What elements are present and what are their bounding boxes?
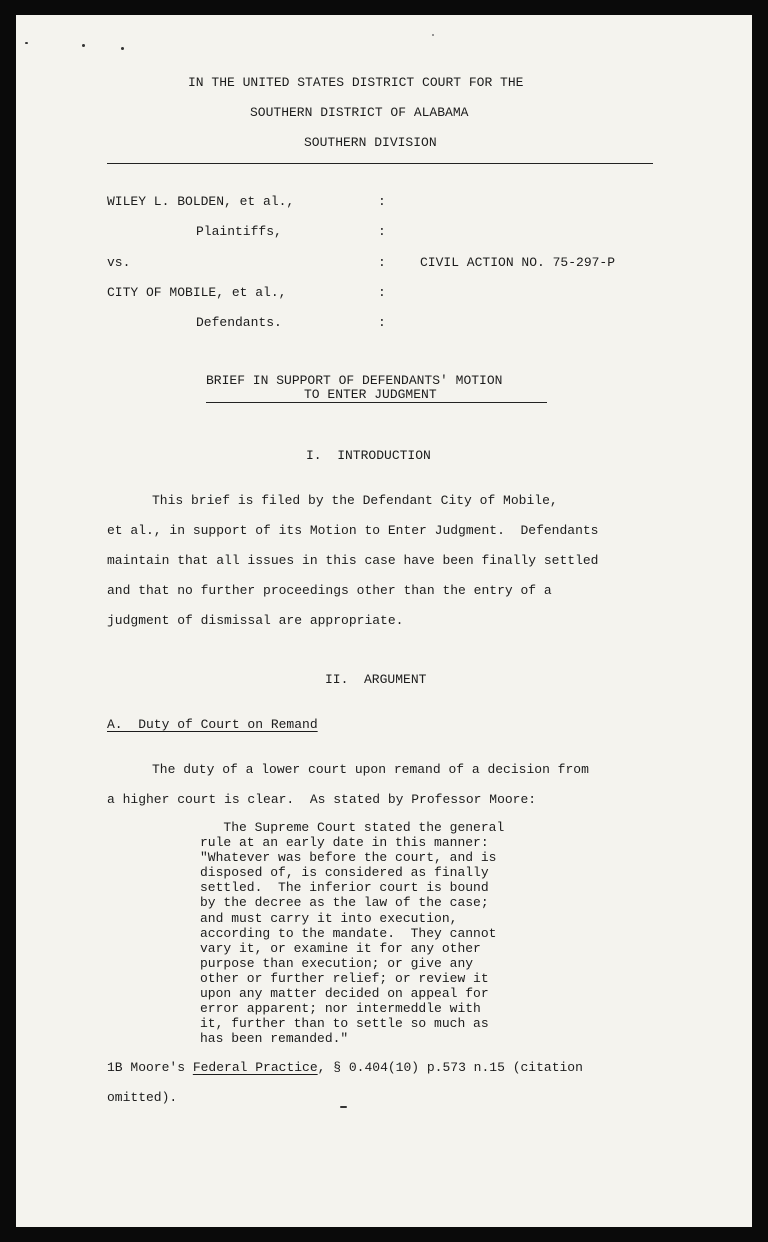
- caption-separator: :: [378, 255, 386, 270]
- section-heading-argument: II. ARGUMENT: [325, 672, 427, 687]
- brief-title-line2: TO ENTER JUDGMENT: [304, 387, 437, 402]
- caption-separator: :: [378, 285, 386, 300]
- scan-speck: [121, 47, 124, 50]
- scan-speck: [25, 42, 28, 44]
- citation-suffix: , § 0.404(10) p.573 n.15 (citation: [317, 1060, 583, 1075]
- paragraph-line: a higher court is clear. As stated by Professor Moore:: [107, 792, 537, 807]
- caption-separator: :: [378, 315, 386, 330]
- plaintiff-role: Plaintiffs,: [196, 224, 282, 239]
- civil-action-number: CIVIL ACTION NO. 75-297-P: [420, 255, 616, 270]
- paragraph-line: judgment of dismissal are appropriate.: [107, 613, 404, 628]
- block-quote: The Supreme Court stated the general rule at an early date in this manner: "Whatever was before the court, and is disposed of, is considered as finally settled. The inferior court is bound by the decree as the law of the case; and must carry it into execution, according to the mandate. They cannot vary it, or examine it for any other purpose than execution; or give any other or further relief; or review it upon any matter decided on appeal for error apparent; nor intermeddle with it, further than to settle so much as has been remanded.": [200, 820, 505, 1047]
- defendant-role: Defendants.: [196, 315, 282, 330]
- scan-speck: [82, 44, 85, 47]
- paragraph-line: et al., in support of its Motion to Enter Judgment. Defendants: [107, 523, 599, 538]
- defendant-name: CITY OF MOBILE, et al.,: [107, 285, 287, 300]
- paragraph-line: The duty of a lower court upon remand of a decision from: [152, 762, 589, 777]
- citation-prefix: 1B Moore's: [107, 1060, 193, 1075]
- paragraph-line: and that no further proceedings other than the entry of a: [107, 583, 552, 598]
- caption-separator: :: [378, 194, 386, 209]
- section-heading-introduction: I. INTRODUCTION: [306, 448, 431, 463]
- plaintiff-name: WILEY L. BOLDEN, et al.,: [107, 194, 295, 209]
- header-rule: [107, 163, 653, 164]
- citation-line: [107, 1060, 583, 1076]
- court-name-line: IN THE UNITED STATES DISTRICT COURT FOR THE: [188, 75, 524, 90]
- citation-title: Federal Practice: [192, 1060, 318, 1075]
- division-line: SOUTHERN DIVISION: [304, 135, 437, 150]
- paragraph-line: This brief is filed by the Defendant City of Mobile,: [152, 493, 558, 508]
- paragraph-line: maintain that all issues in this case have been finally settled: [107, 553, 599, 568]
- brief-title-line1: BRIEF IN SUPPORT OF DEFENDANTS' MOTION: [206, 373, 503, 388]
- subsection-heading: A. Duty of Court on Remand: [107, 717, 318, 732]
- caption-separator: :: [378, 224, 386, 239]
- title-underline: [206, 402, 547, 403]
- citation-end: omitted).: [107, 1090, 178, 1105]
- versus: vs.: [107, 255, 131, 270]
- district-line: SOUTHERN DISTRICT OF ALABAMA: [250, 105, 469, 120]
- scan-speck: [432, 34, 434, 36]
- scan-speck: [340, 1106, 347, 1108]
